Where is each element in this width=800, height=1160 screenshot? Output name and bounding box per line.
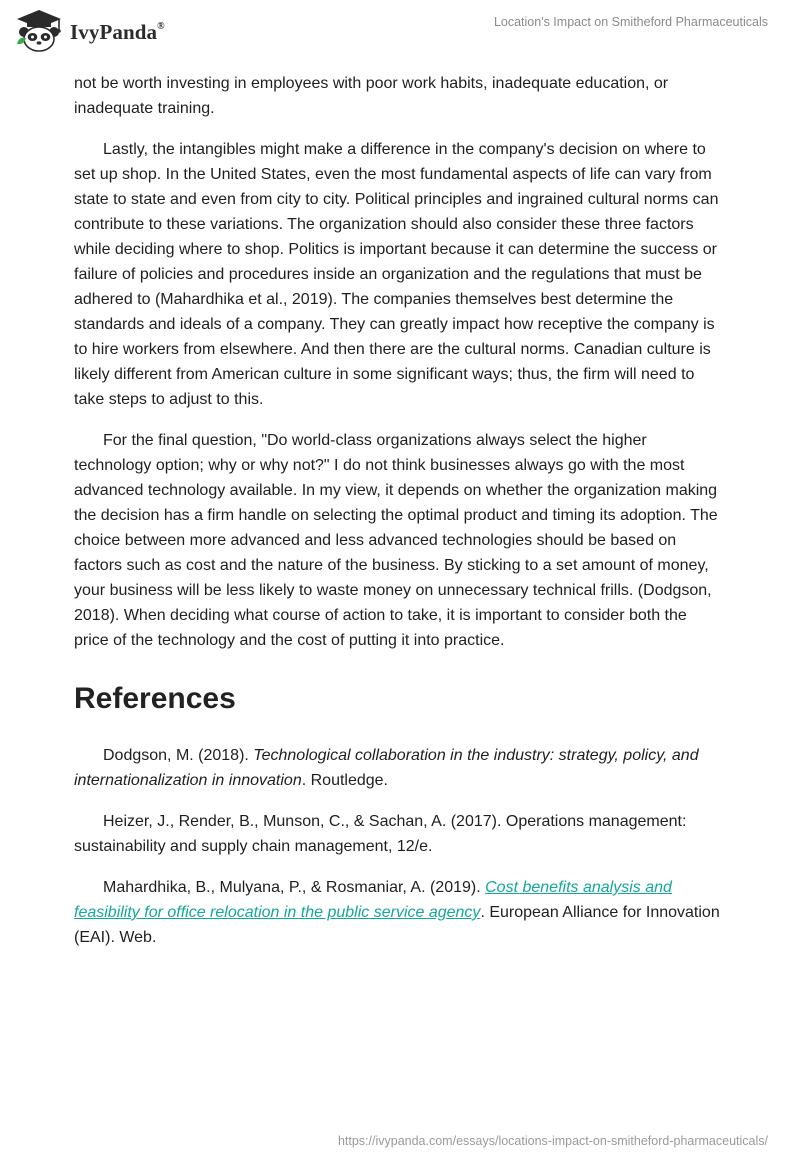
brand-name: IvyPanda®	[70, 19, 165, 44]
paragraph-final-question: For the final question, "Do world-class organizations always select the higher technology option; why or why not?" I do not think businesses always go with the most advanced technology available. In my view, it depends on whether the organization making the decision has a firm handle on selecting the optimal product and timing its adoption. The choice between more advanced and less advanced technologies should be based on factors such as cost and the nature of the business. By sticking to a set amount of money, your business will be less likely to waste money on unnecessary technical frills. (Dodgson, 2018). When deciding what course of action to take, it is important to consider both the price of the technology and the cost of putting it into practice.	[74, 432, 718, 649]
panda-graduation-icon	[14, 8, 64, 52]
essay-content	[74, 71, 724, 966]
reference-mahardhika: Mahardhika, B., Mulyana, P., & Rosmaniar, A. (2019). Cost benefits analysis and feasibility for office relocation in the public service agency. European Alliance for Innovation (EAI). Web.	[74, 879, 720, 946]
reference-title: Technological collaboration in the industry: strategy, policy, and internationalization in innovation	[74, 747, 699, 789]
reference-heizer: Heizer, J., Render, B., Munson, C., & Sachan, A. (2017). Operations management: sustainability and supply chain management, 12/e.	[74, 813, 687, 855]
paragraph-intangibles: Lastly, the intangibles might make a difference in the company's decision on where to set up shop. In the United States, even the most fundamental aspects of life can vary from state to state and even from city to city. Political principles and ingrained cultural norms can contribute to these variations. The organization should also consider these three factors while deciding where to shop. Politics is important because it can determine the success or failure of policies and procedures inside an organization and the regulations that must be adhered to (Mahardhika et al., 2019). The companies themselves best determine the standards and ideals of a company. They can greatly impact how receptive the company is to hire workers from elsewhere. And then there are the cultural norms. Canadian culture is likely different from American culture in some significant ways; thus, the firm will need to take steps to adjust to this.	[74, 141, 719, 408]
reference-link[interactable]: Cost benefits analysis and feasibility for office relocation in the public service agency	[74, 879, 672, 921]
reference-dodgson: Dodgson, M. (2018). Technological collaboration in the industry: strategy, policy, and internationalization in innovation. Routledge.	[74, 747, 699, 789]
ivypanda-logo[interactable]	[14, 8, 165, 52]
document-title: Location's Impact on Smitheford Pharmaceuticals	[493, 15, 768, 29]
source-url[interactable]: https://ivypanda.com/essays/locations-impact-on-smitheford-pharmaceuticals/	[337, 1134, 768, 1148]
page-header	[0, 0, 800, 70]
references-heading: References	[74, 682, 236, 715]
paragraph-continuation: not be worth investing in employees with poor work habits, inadequate education, or inadequate training.	[74, 75, 669, 117]
